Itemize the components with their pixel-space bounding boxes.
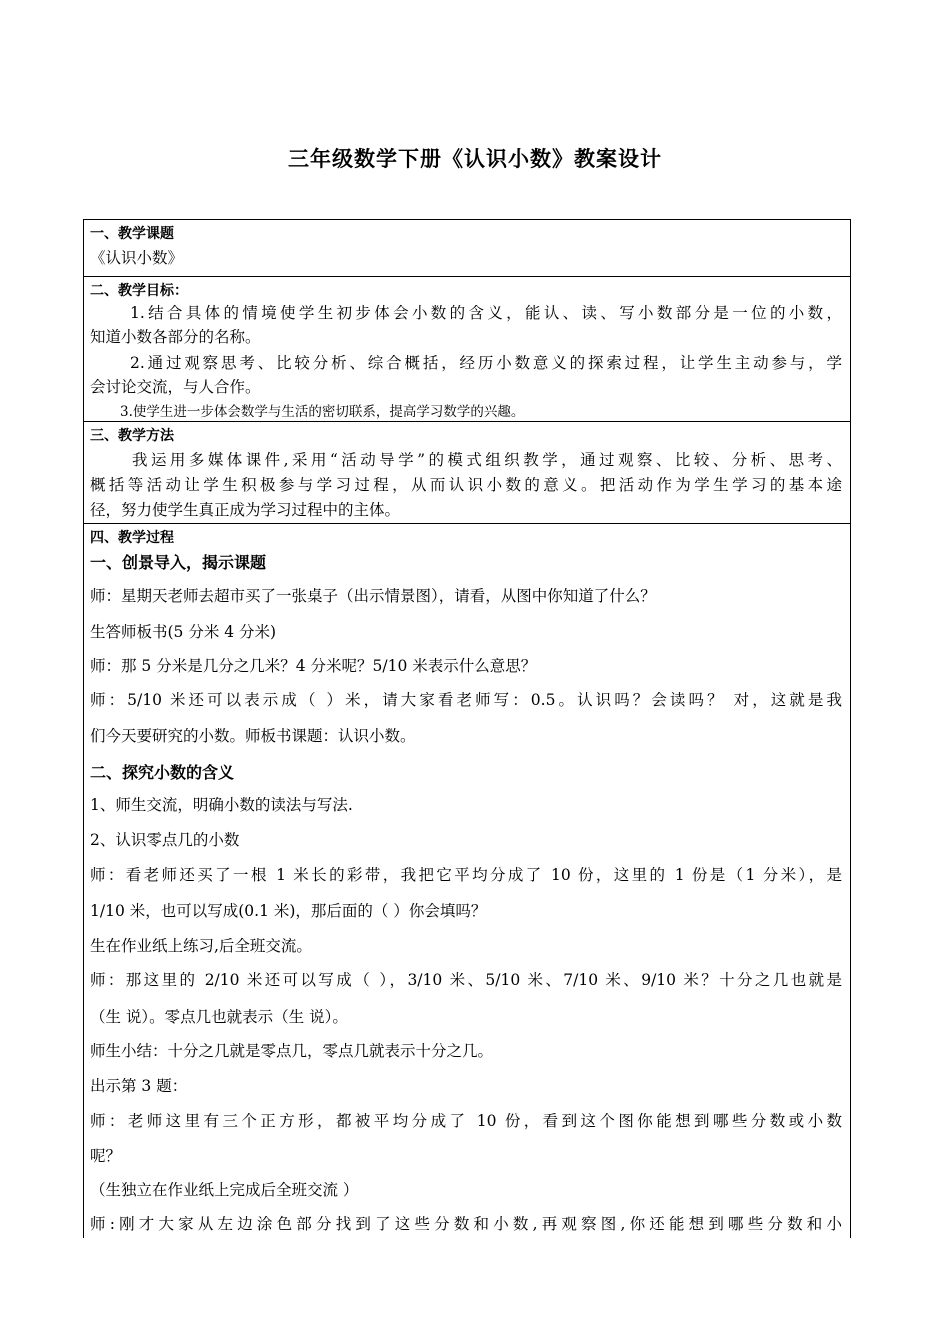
process-line: 师：星期天老师去超市买了一张桌子（出示情景图），请看，从图中你知道了什么？ bbox=[90, 587, 656, 605]
section-process-heading: 四、教学过程 bbox=[90, 530, 174, 546]
method-line: 我运用多媒体课件,采用“活动导学”的模式组织教学，通过观察、比较、分析、思考、 bbox=[132, 451, 842, 469]
objective-line: 3.使学生进一步体会数学与生活的密切联系，提高学习数学的兴趣。 bbox=[120, 404, 525, 420]
section-topic-heading: 一、教学课题 bbox=[90, 226, 174, 242]
section-objectives-heading: 二、教学目标： bbox=[90, 283, 188, 299]
objective-line: 2.通过观察思考、比较分析、综合概括，经历小数意义的探索过程，让学生主动参与，学 bbox=[130, 354, 842, 372]
subheading-explore: 二、探究小数的含义 bbox=[90, 763, 235, 782]
process-line: （生 说）。零点几也就表示（生 说）。 bbox=[90, 1008, 348, 1026]
lesson-plan-table bbox=[83, 219, 851, 1238]
process-line: 师：老师这里有三个正方形，都被平均分成了 10 份，看到这个图你能想到哪些分数或小数 bbox=[90, 1112, 842, 1130]
process-line: 们今天要研究的小数。师板书课题：认识小数。 bbox=[90, 727, 416, 745]
process-line: 2、认识零点几的小数 bbox=[90, 831, 240, 849]
process-line: 师生小结：十分之几就是零点几，零点几就表示十分之几。 bbox=[90, 1042, 494, 1060]
method-line: 概括等活动让学生积极参与学习过程，从而认识小数的意义。把活动作为学生学习的基本途 bbox=[90, 476, 842, 494]
section-topic-content: 《认识小数》 bbox=[90, 249, 184, 267]
objective-line: 1.结合具体的情境使学生初步体会小数的含义，能认、读、写小数部分是一位的小数， bbox=[130, 304, 842, 322]
process-line: 师：看老师还买了一根 1 米长的彩带，我把它平均分成了 10 份，这里的 1 份是（1 分米），是 bbox=[90, 866, 842, 884]
document-title: 三年级数学下册《认识小数》教案设计 bbox=[288, 147, 662, 171]
section-topic bbox=[84, 220, 850, 276]
process-line: 1、师生交流，明确小数的读法与写法. bbox=[90, 796, 353, 814]
process-line: （生独立在作业纸上完成后全班交流 ） bbox=[90, 1181, 359, 1199]
process-line: 师：那 5 分米是几分之几米？4 分米呢？5/10 米表示什么意思？ bbox=[90, 657, 537, 675]
process-line: 1/10 米，也可以写成(0.1 米)，那后面的（ ）你会填吗？ bbox=[90, 902, 487, 920]
process-line: 师：那这里的 2/10 米还可以写成（ ），3/10 米、5/10 米、7/10 米、9/10 米？十分之几也就是 bbox=[90, 971, 842, 989]
objective-line: 会讨论交流，与人合作。 bbox=[90, 378, 261, 396]
section-methods bbox=[84, 421, 850, 524]
section-objectives bbox=[84, 276, 850, 422]
section-process bbox=[84, 523, 850, 1238]
process-line: 师：5/10 米还可以表示成（ ）米，请大家看老师写：0.5。认识吗？会读吗？ 对，这就是我 bbox=[90, 691, 842, 709]
process-line: 生在作业纸上练习,后全班交流。 bbox=[90, 937, 312, 955]
method-line: 径，努力使学生真正成为学习过程中的主体。 bbox=[90, 501, 401, 519]
process-line: 生答师板书(5 分米 4 分米) bbox=[90, 623, 277, 641]
objective-line: 知道小数各部分的名称。 bbox=[90, 328, 261, 346]
subheading-intro: 一、创景导入，揭示课题 bbox=[90, 553, 267, 572]
process-line: 出示第 3 题： bbox=[90, 1077, 188, 1095]
process-line: 呢？ bbox=[90, 1147, 122, 1165]
section-methods-heading: 三、教学方法 bbox=[90, 428, 174, 444]
process-line: 师:刚才大家从左边涂色部分找到了这些分数和小数,再观察图,你还能想到哪些分数和小 bbox=[90, 1215, 842, 1233]
